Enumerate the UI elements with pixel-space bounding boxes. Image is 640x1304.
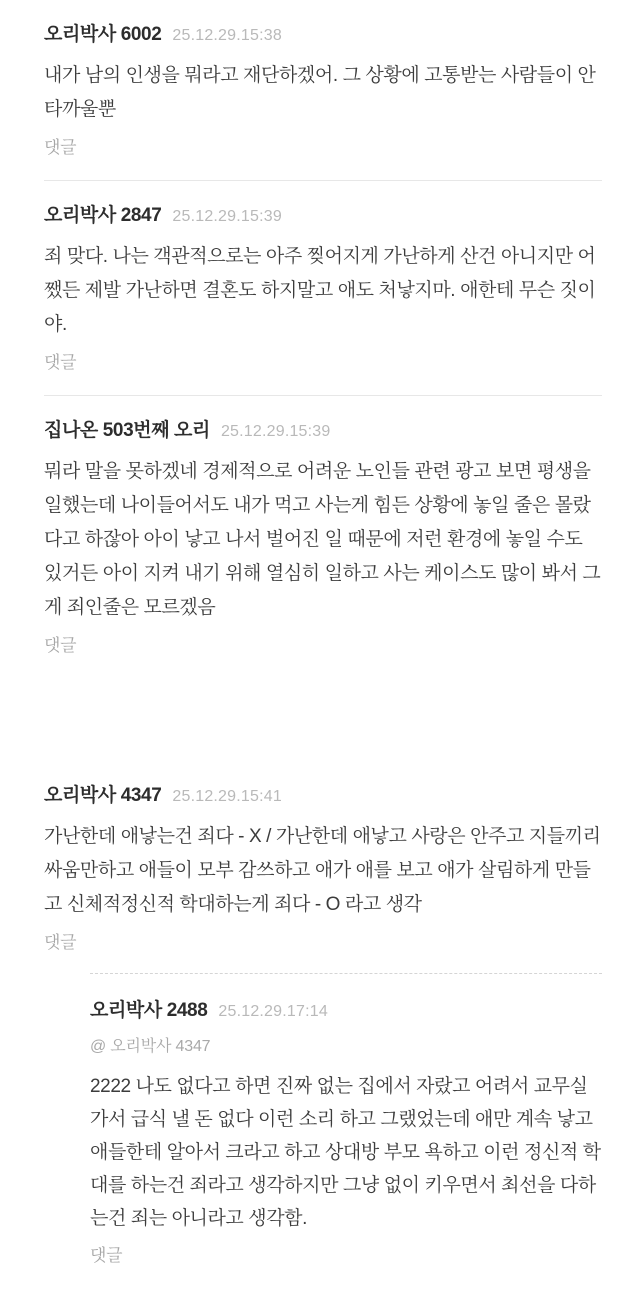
reply-button[interactable]: 댓글 <box>44 138 77 157</box>
reply-button[interactable]: 댓글 <box>44 353 77 372</box>
comment-author: 오리박사 6002 <box>44 24 162 45</box>
comment-body: 가난한데 애낳는건 죄다 - X / 가난한데 애낳고 사랑은 안주고 지들끼리 싸움만하고 애들이 모부 감쓰하고 애가 애를 보고 애가 살림하게 만들고 신체적정신적 학대하는게 죄다 - O 라고 생각 <box>44 826 601 915</box>
comment-timestamp: 25.12.29.15:39 <box>220 423 331 440</box>
comment-body: 뭐라 말을 못하겠네 경제적으로 어려운 노인들 관련 광고 보면 평생을 일했는데 나이들어서도 내가 먹고 사는게 힘든 상황에 놓일 줄은 몰랐다고 하잖아 아이 낳고 나서 벌어진 일 때문에 저런 환경에 놓일 수도 있거든 아이 지켜 내기 위해 열심히 일하고 사는 케이스도 많이 봐서 그게 죄인줄은 모르겠음 <box>44 461 601 618</box>
reply-button[interactable]: 댓글 <box>90 1246 123 1265</box>
comment-divider <box>44 395 602 396</box>
comment-author: 오리박사 2488 <box>90 1000 208 1021</box>
comment-body: 2222 나도 없다고 하면 진짜 없는 집에서 자랐고 어려서 교무실 가서 급식 낼 돈 없다 이런 소리 하고 그랬었는데 애만 계속 낳고 애들한테 알아서 크라고 하고 상대방 부모 욕하고 이런 정신적 학대를 하는건 죄라고 생각하지만 그냥 없이 키우면서 최선을 다하는건 죄는 아니라고 생각함. <box>90 1076 601 1229</box>
reply-button[interactable]: 댓글 <box>44 933 77 952</box>
comment-author: 집나온 503번째 오리 <box>44 420 210 441</box>
comment-item-1 <box>0 24 640 158</box>
comment-timestamp: 25.12.29.15:38 <box>172 27 282 44</box>
comment-body: 죄 맞다. 나는 객관적으로는 아주 찢어지게 가난하게 산건 아니지만 어쨌든 제발 가난하면 결혼도 하지말고 애도 처낳지마. 애한테 무슨 짓이야. <box>44 246 596 335</box>
comment-divider <box>44 180 602 181</box>
mention-link[interactable]: @ 오리박사 4347 <box>90 1038 211 1055</box>
comment-item-4 <box>0 785 640 953</box>
comment-author: 오리박사 4347 <box>44 785 162 806</box>
comment-author: 오리박사 2847 <box>44 205 162 226</box>
comment-item-2 <box>0 205 640 373</box>
reply-comment-item <box>0 1000 640 1266</box>
comment-thread <box>0 24 640 1266</box>
comment-timestamp: 25.12.29.15:41 <box>172 788 282 805</box>
comment-header <box>44 785 602 807</box>
comment-header <box>44 24 602 46</box>
blank-gap <box>0 656 640 761</box>
comment-header <box>44 420 602 442</box>
comment-header <box>90 1000 602 1022</box>
comment-body: 내가 남의 인생을 뭐라고 재단하겠어. 그 상황에 고통받는 사람들이 안타까울뿐 <box>44 65 596 120</box>
reply-button[interactable]: 댓글 <box>44 636 77 655</box>
reply-dashed-divider <box>90 973 602 974</box>
comment-item-3 <box>0 420 640 656</box>
comment-timestamp: 25.12.29.15:39 <box>172 208 282 225</box>
comment-timestamp: 25.12.29.17:14 <box>218 1003 328 1020</box>
comment-header <box>44 205 602 227</box>
